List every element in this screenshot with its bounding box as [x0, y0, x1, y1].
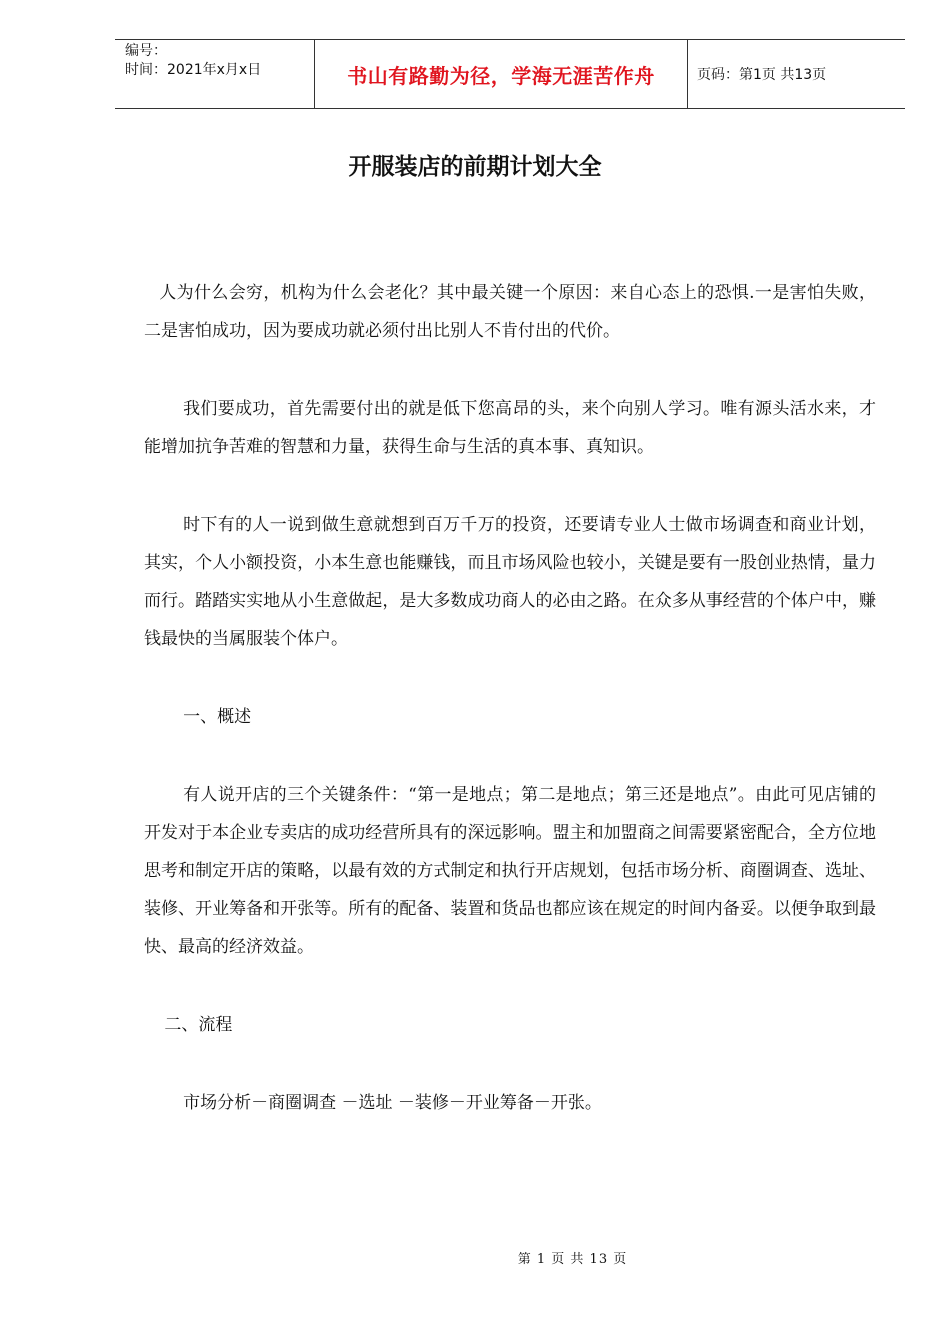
paragraph-overview: 有人说开店的三个关键条件：“第一是地点；第二是地点；第三还是地点”。由此可见店铺的开发对于本企业专卖店的成功经营所具有的深远影响。盟主和加盟商之间需要紧密配合，全方位地思考和制定开店的策略，以最有效的方式制定和执行开店规划，包括市场分析、商圈调查、选址、装修、开业筹备和开张等。所有的配备、装置和货品也都应该在规定的时间内备妥。以便争取到最快、最高的经济效益。: [144, 785, 876, 957]
section-heading-overview: 一、概述: [183, 707, 252, 727]
header-motto: 书山有路勤为径，学海无涯苦作舟: [315, 40, 688, 108]
time-label: 时间：2021年x月x日: [125, 62, 262, 78]
paragraph-intro-1: 人为什么会穷，机构为什么会老化？其中最关键一个原因：来自心态上的恐惧.一是害怕失败，二是害怕成功，因为要成功就必须付出比别人不肯付出的代价。: [144, 283, 876, 341]
paragraph-intro-2: 我们要成功，首先需要付出的就是低下您高昂的头，来个向别人学习。唯有源头活水来，才能增加抗争苦难的智慧和力量，获得生命与生活的真本事、真知识。: [144, 399, 876, 457]
document-title: 开服装店的前期计划大全: [348, 154, 602, 180]
header-page-info: 页码：第1页 共13页: [697, 67, 827, 83]
section-heading-process: 二、流程: [164, 1015, 233, 1035]
header-meta: [115, 40, 315, 108]
document-body: [144, 274, 876, 1162]
paragraph-intro-3: 时下有的人一说到做生意就想到百万千万的投资，还要请专业人士做市场调查和商业计划，其实，个人小额投资，小本生意也能赚钱，而且市场风险也较小，关键是要有一股创业热情，量力而行。踏踏实实地从小生意做起，是大多数成功商人的必由之路。在众多从事经营的个体户中，赚钱最快的当属服装个体户。: [144, 515, 876, 649]
paragraph-process: 市场分析－商圈调查 －选址 －装修－开业筹备－开张。: [183, 1093, 602, 1113]
page-header: [115, 39, 905, 109]
number-label: 编号：: [125, 43, 167, 59]
page-footer: 第 1 页 共 13 页: [517, 1252, 628, 1267]
